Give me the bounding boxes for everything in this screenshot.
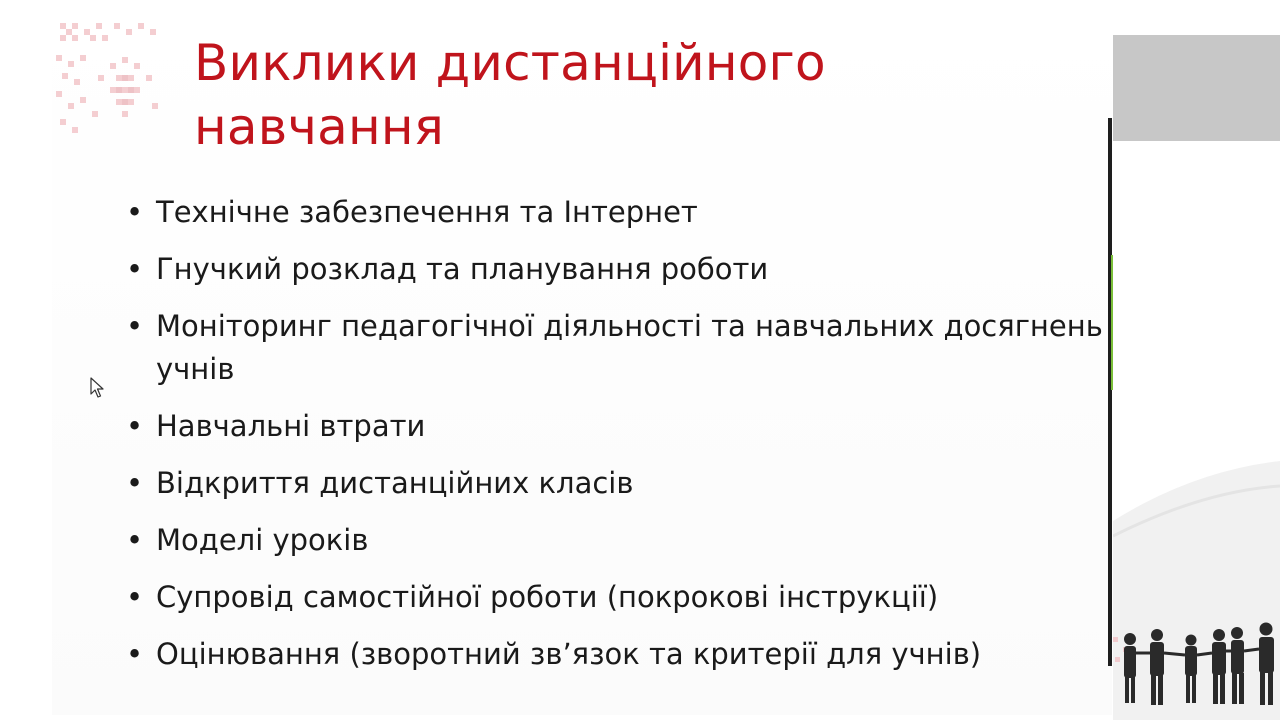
panel-divider — [1108, 118, 1112, 666]
bullet-dot: • — [126, 309, 144, 343]
bullet-dot: • — [126, 637, 144, 671]
list-item-text: Гнучкий розклад та планування роботи — [156, 252, 769, 286]
bullet-dot: • — [126, 195, 144, 229]
list-item-text: Моделі уроків — [156, 523, 369, 557]
slide-title: Виклики дистанційного навчання — [194, 34, 826, 156]
list-item — [126, 519, 1106, 562]
list-item-text: Технічне забезпечення та Інтернет — [156, 195, 698, 229]
bullet-dot: • — [126, 580, 144, 614]
next-slide-thumbnail[interactable] — [1113, 35, 1280, 141]
list-item-text: Моніторинг педагогічної діяльності та навчальних досягнень учнів — [156, 309, 1103, 386]
list-item — [126, 305, 1106, 391]
list-item-text: Оцінювання (зворотний зв’язок та критерії для учнів) — [156, 637, 982, 671]
list-item — [126, 248, 1106, 291]
slide-canvas — [52, 15, 1112, 715]
list-item — [126, 405, 1106, 448]
bullet-dot: • — [126, 523, 144, 557]
list-item — [126, 576, 1106, 619]
bullet-list — [126, 191, 1106, 690]
bullet-dot: • — [126, 466, 144, 500]
embroidery-ornament-icon — [52, 15, 170, 145]
mouse-pointer-icon — [90, 377, 106, 399]
list-item — [126, 191, 1106, 234]
side-slide-preview — [1113, 141, 1280, 720]
list-item — [126, 633, 1106, 676]
list-item-text: Навчальні втрати — [156, 409, 426, 443]
list-item-text: Супровід самостійної роботи (покрокові інструкції) — [156, 580, 939, 614]
list-item-text: Відкриття дистанційних класів — [156, 466, 634, 500]
bullet-dot: • — [126, 409, 144, 443]
list-item — [126, 462, 1106, 505]
bullet-dot: • — [126, 252, 144, 286]
people-holding-hands-icon — [1113, 141, 1280, 720]
